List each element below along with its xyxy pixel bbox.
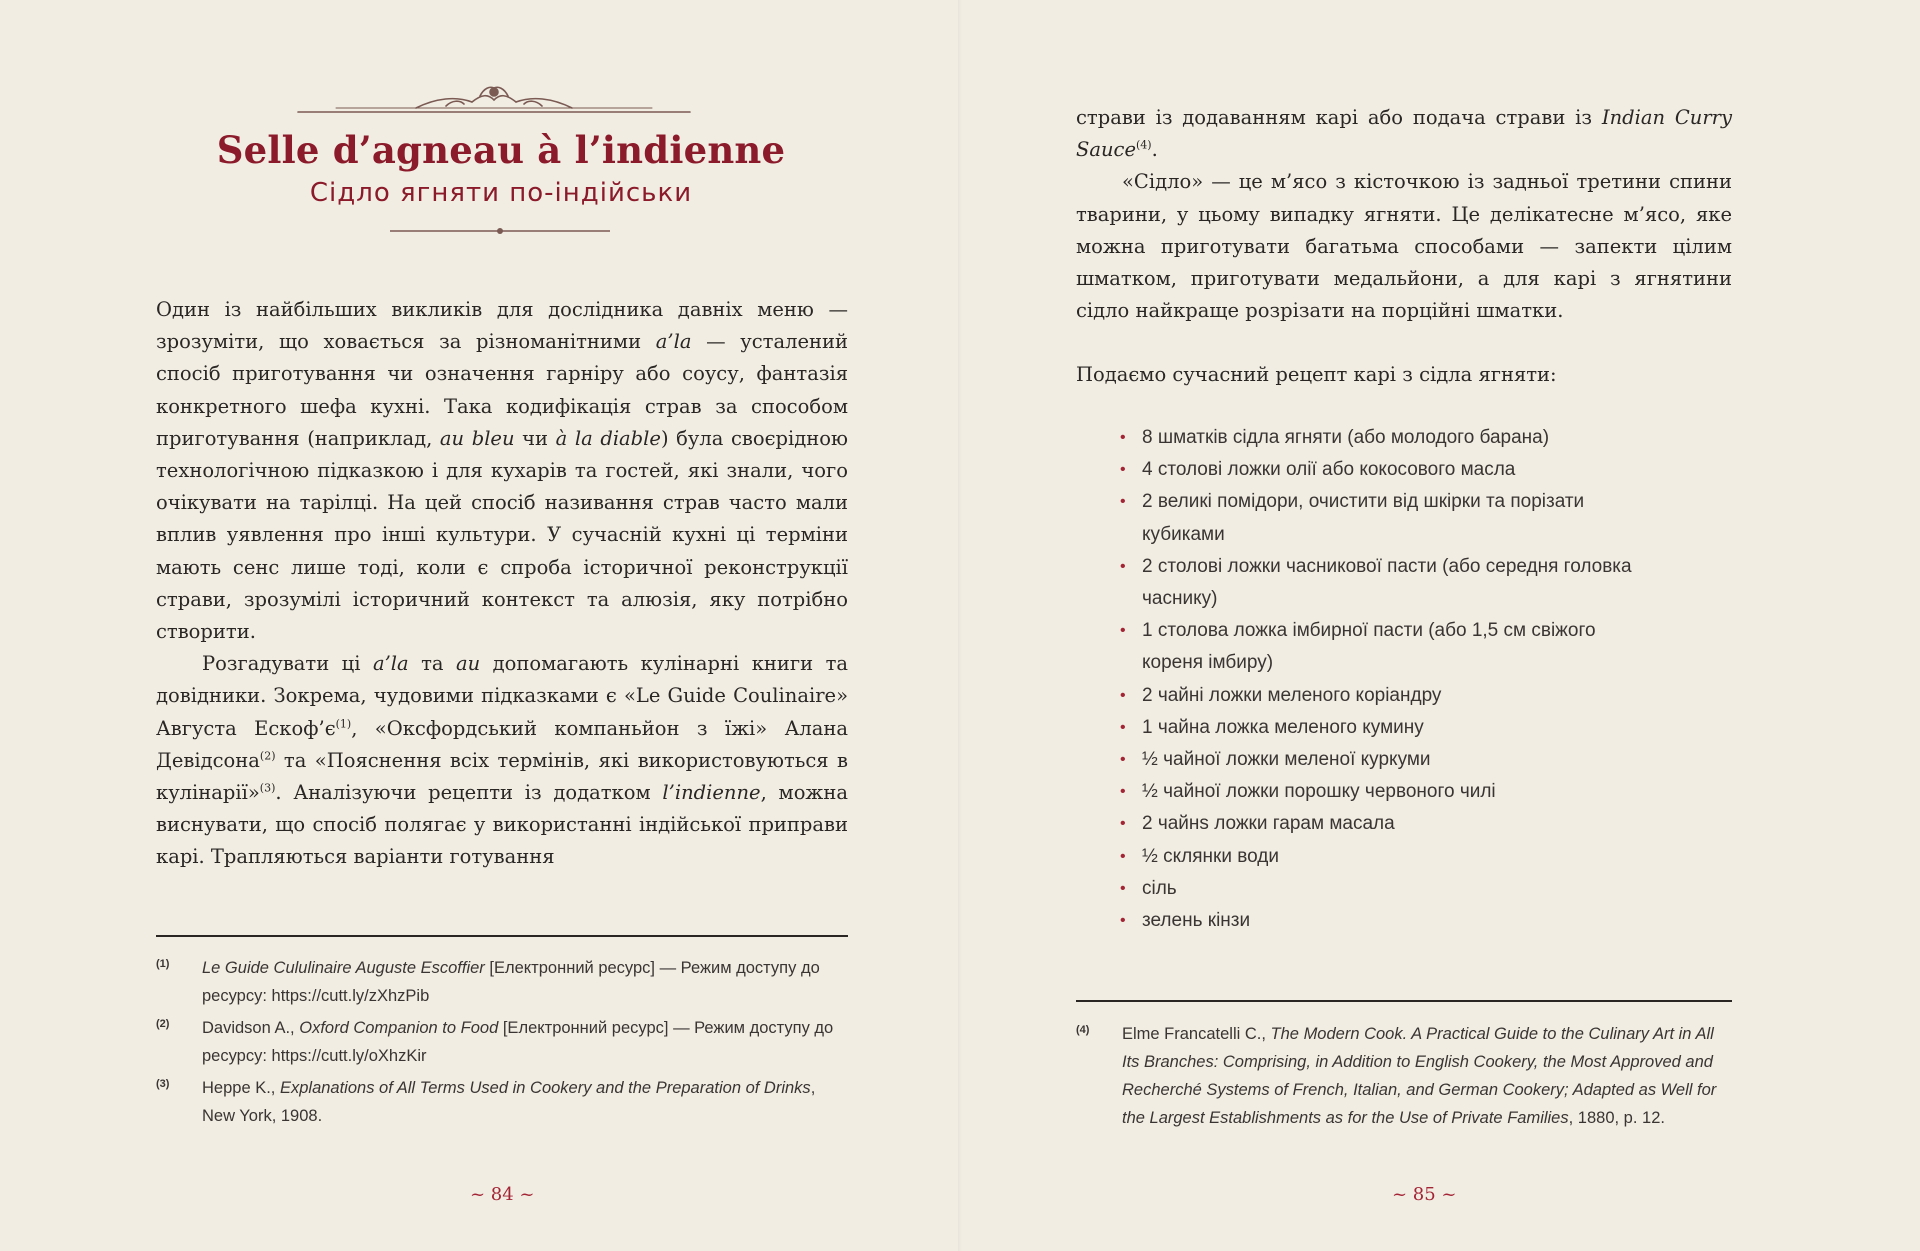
title-ornament-top	[296, 82, 692, 118]
title-ornament-bottom	[390, 226, 610, 236]
footnote-mark: (1)	[156, 958, 170, 970]
footnote-mark: (3)	[156, 1078, 170, 1090]
ingredient-item	[1120, 873, 1640, 905]
text-run: страви із додаванням карі або подача страви із	[1076, 106, 1602, 129]
ingredient-text: ½ склянки води	[1142, 845, 1279, 867]
ingredient-item	[1120, 841, 1640, 873]
page-number: ~ 85 ~	[1392, 1184, 1457, 1205]
italic-term: l’indienne	[662, 781, 761, 805]
footnote-mark: (4)	[1076, 1024, 1090, 1036]
footnote-divider	[156, 935, 848, 937]
ingredient-text: сіль	[1142, 877, 1177, 899]
footnote-divider	[1076, 1000, 1732, 1002]
bullet-icon: •	[1120, 783, 1126, 801]
footnote-text: [Електронний ресурс] — Режим доступу до ресурсу: https://cutt.ly/zXhzPib	[202, 959, 820, 1005]
footnote-author: Heppe K.,	[202, 1079, 280, 1097]
ingredient-text: ½ чайної ложки порошку червоного чилі	[1142, 781, 1496, 803]
ingredient-text: 1 столова ложка імбирної пасти (або 1,5 см свіжого кореня імбиру)	[1142, 620, 1596, 674]
ingredient-item	[1120, 486, 1640, 550]
footnote-text: , New York, 1908.	[202, 1079, 816, 1125]
paragraph	[156, 294, 848, 648]
text-run: Розгадувати ці	[202, 652, 373, 676]
footnote	[156, 954, 848, 1010]
text-run: , «Оксфордський компаньйон з їжі» Алана Девідсона	[156, 716, 849, 772]
footnote-ref: (4)	[1136, 138, 1152, 152]
left-body-text	[156, 294, 848, 874]
page-number: ~ 84 ~	[470, 1184, 535, 1205]
footnote-author: Elme Francatelli C.,	[1122, 1025, 1271, 1043]
text-run: ) була своєрідною технологічною підказкою і для кухарів та гостей, які знали, чого очікувати на тарілці. На цей спосіб називання страв часто мали вплив уявлення про інші культури. У сучасній кухні ці терміни мають сенс лише тоді, коли є спроба історичної реконструкції страви, зрозумілі історичний контекст та алюзія, яку потрібно створити.	[156, 426, 848, 644]
ingredient-text: 2 чайнs ложки гарам масала	[1142, 813, 1395, 835]
recipe-intro: Подаємо сучасний рецепт карі з сідла ягняти:	[1076, 363, 1557, 387]
footnote	[156, 1074, 848, 1130]
ingredient-text: 2 столові ложки часникової пасти (або середня головка часнику)	[1142, 555, 1632, 610]
italic-term: Indian Curry Sauce	[1076, 106, 1732, 162]
ingredient-item	[1120, 680, 1640, 712]
right-body-text	[1076, 102, 1732, 392]
footnote-ref: (1)	[335, 717, 352, 731]
bullet-icon: •	[1120, 718, 1126, 736]
bullet-icon: •	[1120, 879, 1126, 897]
text-run: чи	[514, 426, 556, 450]
text-run: допомагають кулінарні книги та довідники. Зокрема, чудовими підказками є «Le Guide Coulinaire» Августа Ескоф’є	[156, 652, 848, 740]
ingredient-item	[1120, 744, 1640, 776]
footnote-text: [Електронний ресурс] — Режим доступу до ресурсу: https://cutt.ly/oXhzKir	[202, 1019, 834, 1065]
text-run: — усталений спосіб приготування чи означення гарніру або соусу, фантазія конкретного шефа кухні. Така кодифікація страв за способом приготування (наприклад,	[156, 330, 849, 450]
ingredient-text: 8 шматків сідла ягняти (або молодого барана)	[1142, 427, 1550, 448]
footnote-mark: (2)	[156, 1018, 170, 1030]
italic-term: à la diable	[555, 426, 661, 450]
ingredient-text: зелень кінзи	[1142, 910, 1251, 932]
footnote	[156, 1014, 848, 1070]
text-run: . Аналізуючи рецепти із додатком	[275, 781, 663, 805]
ingredient-item	[1120, 808, 1640, 840]
ingredient-text: 2 чайні ложки меленого коріандру	[1142, 684, 1442, 706]
bullet-icon: •	[1120, 429, 1126, 446]
footnote-title: The Modern Cook. A Practical Guide to the Culinary Art in All Its Branches: Comprising, in Addition to English Cookery, the Most Approved and Recherché Systems of French, Italian, and German Cookery; Adapted as Well for the Largest Establishments as for the Use of Private Families	[1122, 1025, 1717, 1127]
bullet-icon: •	[1120, 622, 1126, 640]
bullet-icon: •	[1120, 912, 1126, 930]
text-run: та	[408, 652, 456, 676]
bullet-icon: •	[1120, 751, 1126, 769]
ingredient-list	[1120, 422, 1640, 937]
ingredient-item	[1120, 776, 1640, 808]
italic-term: a’la	[655, 330, 692, 354]
footnote-title: Le Guide Cululinaire Auguste Escoffier	[202, 959, 485, 977]
italic-term: a’la	[372, 652, 409, 676]
bullet-icon: •	[1120, 493, 1126, 511]
bullet-icon: •	[1120, 686, 1126, 704]
text-run: та «Пояснення всіх термінів, які використовуються в кулінарії»	[156, 748, 848, 805]
text-run: .	[1151, 138, 1158, 162]
footnote-title: Oxford Companion to Food	[299, 1019, 499, 1037]
ingredient-item	[1120, 454, 1640, 486]
ingredient-text: 4 столові ложки олії або кокосового масла	[1142, 459, 1516, 481]
recipe-title-ukrainian: Сідло ягняти по-індійськи	[309, 178, 693, 208]
ingredient-item	[1120, 422, 1640, 454]
text-run: Один із найбільших викликів для дослідника давніх меню — зрозуміти, що ховається за різноманітними	[156, 298, 848, 354]
ingredient-text: ½ чайної ложки меленої куркуми	[1142, 749, 1431, 771]
paragraph	[156, 648, 848, 873]
bullet-icon: •	[1120, 847, 1126, 865]
right-page	[960, 0, 1920, 1251]
bullet-icon: •	[1120, 557, 1126, 575]
footnote-title: Explanations of All Terms Used in Cookery and the Preparation of Drinks	[279, 1079, 811, 1097]
text-run: , можна виснувати, що спосіб полягає у використанні індійської приправи карі. Трапляються варіанти готування	[156, 781, 848, 869]
bullet-icon: •	[1120, 461, 1126, 479]
ingredient-item	[1120, 712, 1640, 744]
left-footnotes	[156, 954, 848, 1134]
ingredient-text: 1 чайна ложка меленого кумину	[1142, 716, 1424, 738]
italic-term: au	[455, 652, 481, 676]
footnote	[1076, 1020, 1732, 1132]
italic-term: au bleu	[439, 426, 515, 450]
right-footnotes	[1076, 1020, 1732, 1136]
footnote-ref: (2)	[259, 749, 276, 763]
recipe-title-french: Selle d’agneau à l’indienne	[216, 128, 786, 172]
ingredient-item	[1120, 551, 1640, 615]
footnote-text: , 1880, p. 12.	[1568, 1109, 1665, 1127]
ingredient-item	[1120, 615, 1640, 679]
paragraph	[1076, 102, 1732, 166]
paragraph: «Сідло» — це м’ясо з кісточкою із задньої третини спини тварини, у цьому випадку ягняти. Це делікатесне м’ясо, яке можна приготувати багатьма способами — запекти цілим шматком, приготувати медальйони, а для карі з ягнятини сідло найкраще розрізати на порційні шматки.	[1076, 170, 1732, 323]
footnote-ref: (3)	[259, 781, 276, 795]
footnote-author: Davidson A.,	[202, 1019, 300, 1037]
ingredient-text: 2 великі помідори, очистити від шкірки та порізати кубиками	[1142, 491, 1585, 545]
bullet-icon: •	[1120, 815, 1126, 833]
ingredient-item	[1120, 905, 1640, 937]
